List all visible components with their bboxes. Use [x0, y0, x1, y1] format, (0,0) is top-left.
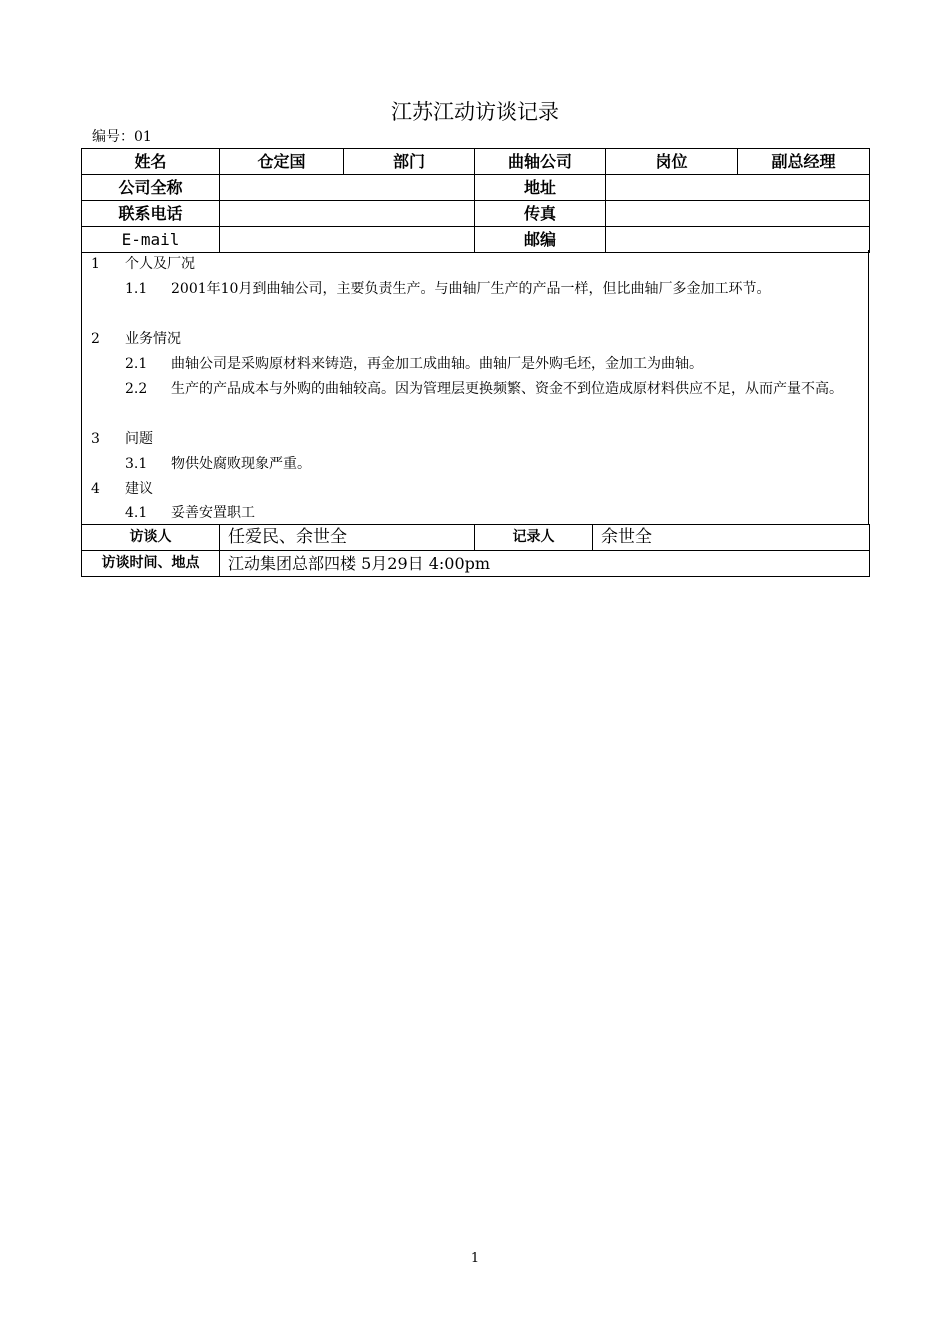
position-label: 岗位: [606, 149, 738, 175]
table-row: [82, 175, 870, 201]
recorder-value: 余世全: [593, 525, 870, 551]
fax-value: [606, 201, 870, 227]
time-place-label: 访谈时间、地点: [82, 551, 220, 577]
dept-value: 曲轴公司: [475, 149, 606, 175]
document-number: 编号：01: [92, 129, 152, 145]
item-number: 2.1: [125, 356, 148, 372]
item-number: 2.2: [125, 381, 148, 397]
address-value: [606, 175, 870, 201]
item-text: 曲轴公司是采购原材料来铸造，再金加工成曲轴。曲轴厂是外购毛坯，金加工为曲轴。: [171, 356, 703, 372]
name-label: 姓名: [82, 149, 220, 175]
interviewer-value: 任爱民、余世全: [220, 525, 475, 551]
table-row: [82, 525, 870, 551]
section-title: 问题: [125, 431, 153, 447]
table-row: [82, 201, 870, 227]
item-number: 4.1: [125, 505, 148, 521]
name-value: 仓定国: [220, 149, 344, 175]
company-value: [220, 175, 475, 201]
time-place-value: 江动集团总部四楼 5月29日 4:00pm: [220, 551, 870, 577]
item-text: 妥善安置职工: [171, 505, 255, 521]
item-text: 生产的产品成本与外购的曲轴较高。因为管理层更换频繁、资金不到位造成原材料供应不足，从而产量不高。: [171, 381, 843, 397]
section-title: 个人及厂况: [125, 256, 195, 272]
footer-table: [81, 524, 870, 577]
info-table: [81, 148, 870, 253]
page-number: 1: [470, 1251, 480, 1266]
recorder-label: 记录人: [475, 525, 593, 551]
email-value: [220, 227, 475, 253]
section-title: 建议: [125, 481, 153, 497]
item-text: 物供处腐败现象严重。: [171, 456, 311, 472]
table-row: [82, 227, 870, 253]
dept-label: 部门: [344, 149, 475, 175]
section-number: 4: [91, 481, 100, 497]
address-label: 地址: [475, 175, 606, 201]
interviewer-label: 访谈人: [82, 525, 220, 551]
phone-value: [220, 201, 475, 227]
section-title: 业务情况: [125, 331, 181, 347]
item-number: 1.1: [125, 281, 148, 297]
position-value: 副总经理: [738, 149, 870, 175]
section-number: 1: [91, 256, 100, 272]
table-row: [82, 551, 870, 577]
zip-label: 邮编: [475, 227, 606, 253]
document-title: 江苏江动访谈记录: [391, 100, 559, 124]
table-row: [82, 149, 870, 175]
phone-label: 联系电话: [82, 201, 220, 227]
section-number: 2: [91, 331, 100, 347]
zip-value: [606, 227, 870, 253]
fax-label: 传真: [475, 201, 606, 227]
interview-notes: [81, 250, 869, 525]
company-label: 公司全称: [82, 175, 220, 201]
email-label: E-mail: [82, 227, 220, 253]
item-text: 2001年10月到曲轴公司，主要负责生产。与曲轴厂生产的产品一样，但比曲轴厂多金加工环节。: [171, 281, 771, 297]
item-number: 3.1: [125, 456, 148, 472]
section-number: 3: [91, 431, 100, 447]
